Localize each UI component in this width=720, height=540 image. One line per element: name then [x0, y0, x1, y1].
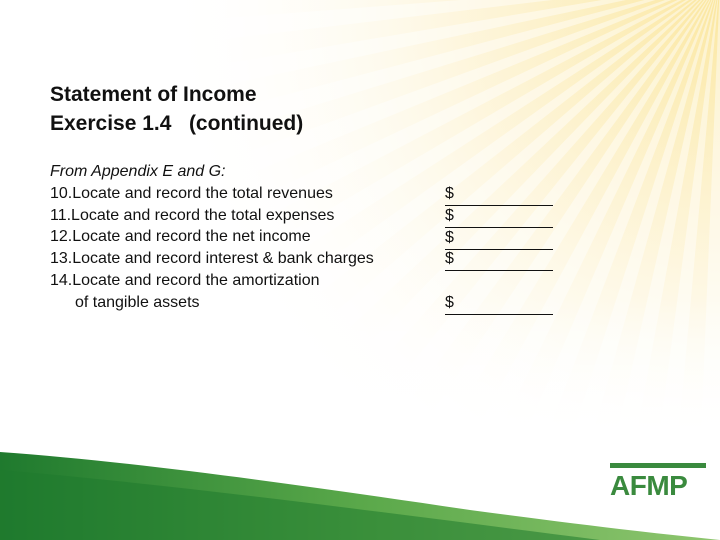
answer-blank-10[interactable]: $: [445, 183, 553, 206]
title-line-1: Statement of Income: [50, 83, 257, 106]
logo-text: AFMP: [610, 470, 688, 501]
answer-blank-11[interactable]: $: [445, 205, 553, 228]
list-item: 13.Locate and record interest & bank charges: [50, 250, 374, 268]
list-item: 14.Locate and record the amortization: [50, 271, 320, 289]
intro-text: From Appendix E and G:: [50, 163, 226, 180]
title-line-2: Exercise 1.4 (continued): [50, 112, 304, 135]
answer-blank-14[interactable]: $: [445, 292, 553, 315]
list-item-continuation: of tangible assets: [75, 293, 200, 311]
logo-bar: [610, 463, 706, 468]
answer-blank-12[interactable]: $: [445, 227, 553, 250]
exercise-instructions: [50, 161, 374, 314]
list-item: 11.Locate and record the total expenses: [50, 206, 335, 224]
afmp-logo: [610, 463, 706, 503]
list-item: 10.Locate and record the total revenues: [50, 184, 333, 202]
answer-blank-13[interactable]: $: [445, 248, 553, 271]
slide-title: [50, 80, 303, 138]
list-item: 12.Locate and record the net income: [50, 228, 311, 246]
